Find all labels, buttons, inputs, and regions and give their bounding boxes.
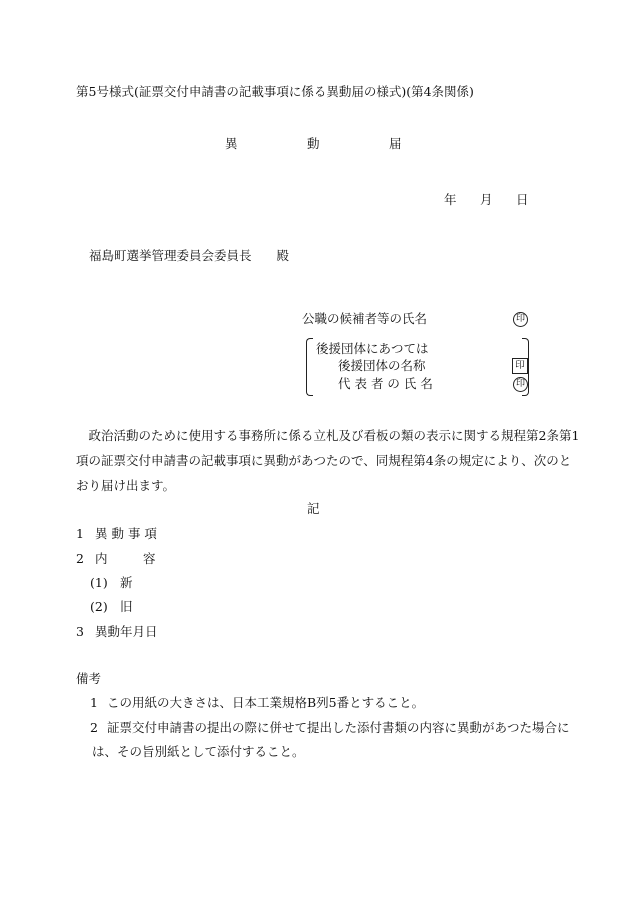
notes-heading: 備考 [76, 671, 102, 686]
addressee: 福島町選挙管理委員会委員長 殿 [89, 248, 290, 263]
date-year: 年 [444, 192, 457, 207]
bracket-left [306, 338, 313, 396]
support-rep-name: 代 表 者 の 氏 名 [338, 376, 433, 391]
item-2-2-number: (2) [90, 599, 108, 614]
item-2-text-b: 容 [143, 551, 156, 566]
seal-square: 印 [512, 358, 528, 374]
note-1-text: この用紙の大きさは、日本工業規格B列5番とすること。 [107, 695, 425, 710]
title-char-3: 届 [389, 136, 402, 151]
form-header: 第5号様式(証票交付申請書の記載事項に係る異動届の様式)(第4条関係) [76, 84, 474, 99]
item-2-text-a: 内 [95, 551, 108, 566]
item-2-1-number: (1) [90, 575, 108, 590]
date-month: 月 [480, 192, 493, 207]
support-org-name: 後援団体の名称 [338, 358, 426, 373]
item-3-text: 異動年月日 [95, 624, 158, 639]
support-intro: 後援団体にあつては [316, 341, 429, 356]
body-line-2: 項の証票交付申請書の記載事項に異動があつたので、同規程第4条の規定により、次のと [76, 453, 572, 468]
title-char-1: 異 [225, 136, 238, 151]
item-2-number: 2 [76, 551, 84, 566]
item-1-number: 1 [76, 526, 84, 541]
item-1-text: 異 動 事 項 [95, 526, 157, 541]
body-line-1: 政治活動のために使用する事務所に係る立札及び看板の類の表示に関する規程第2条第1 [76, 428, 580, 443]
note-2-continuation: は、その旨別紙として添付すること。 [92, 744, 305, 759]
candidate-name-label: 公職の候補者等の氏名 [302, 311, 428, 326]
note-1-number: 1 [90, 695, 98, 710]
item-2-2-text: 旧 [120, 599, 133, 614]
item-2-1-text: 新 [120, 575, 133, 590]
date-day: 日 [516, 192, 529, 207]
seal-circle-2: 印 [513, 377, 528, 392]
ki-heading: 記 [307, 501, 320, 516]
note-2-number: 2 [90, 720, 98, 735]
seal-circle-1: 印 [513, 312, 528, 327]
note-2-text: 証票交付申請書の提出の際に併せて提出した添付書類の内容に異動があつた場合に [107, 720, 570, 735]
item-3-number: 3 [76, 624, 84, 639]
title-char-2: 動 [307, 136, 320, 151]
body-line-3: おり届け出ます。 [76, 478, 176, 493]
